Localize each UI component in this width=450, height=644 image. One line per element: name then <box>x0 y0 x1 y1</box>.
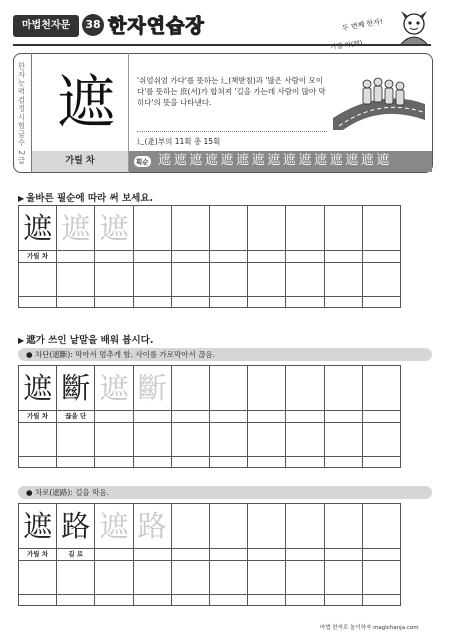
writing-cell[interactable] <box>209 561 247 595</box>
writing-cell[interactable] <box>133 423 171 457</box>
writing-cell[interactable] <box>57 423 95 457</box>
header-rule <box>13 44 431 46</box>
trace-character: 遮 <box>99 211 129 245</box>
trace-character: 遮 <box>99 371 129 405</box>
writing-cell[interactable] <box>286 423 324 457</box>
word-practice-grid <box>18 365 401 468</box>
reading-label: 가릴 차 <box>19 251 57 263</box>
trace-character: 路 <box>137 509 167 543</box>
bullet-icon: ● <box>26 350 33 359</box>
writing-cell[interactable] <box>209 423 247 457</box>
writing-cell[interactable] <box>324 504 362 549</box>
footer-credit: 마법 한자로 놀이하자 magichanja.com <box>320 625 419 631</box>
writing-cell[interactable] <box>248 423 286 457</box>
character-description: '쉬엄쉬엄 가다'를 뜻하는 辶(책받침)과 '많은 사람이 모이다'를 뜻하는 庶(서)가 합쳐져 '길을 가는데 사람이 많아 막히다'의 뜻을 나타낸다. <box>137 76 326 107</box>
brand-badge: 마법천자문 <box>13 15 79 37</box>
dotted-divider <box>137 131 327 132</box>
writing-cell[interactable] <box>133 561 171 595</box>
reading-label: 끊을 단 <box>57 411 95 423</box>
writing-cell[interactable] <box>19 366 57 411</box>
writing-cell[interactable] <box>248 366 286 411</box>
writing-cell[interactable] <box>286 206 324 251</box>
level-side-label: 한자능력검정시험급수 2급 <box>17 62 26 165</box>
writing-cell[interactable] <box>171 366 209 411</box>
writing-cell[interactable] <box>57 561 95 595</box>
writing-cell[interactable] <box>95 423 133 457</box>
writing-cell[interactable] <box>209 263 247 297</box>
word-practice-grid <box>18 503 401 606</box>
writing-cell[interactable] <box>95 206 133 251</box>
lesson-number: 38 <box>82 14 104 36</box>
monkey-mascot-icon <box>393 10 435 46</box>
writing-cell[interactable] <box>286 366 324 411</box>
model-character: 遮 <box>23 211 53 245</box>
section-title: ▶ 遮가 쓰인 낱말을 배워 봅시다. <box>18 335 154 346</box>
writing-cell[interactable] <box>19 504 57 549</box>
writing-cell[interactable] <box>171 561 209 595</box>
model-character: 路 <box>61 509 91 543</box>
blocked-road-illustration-icon <box>333 74 425 130</box>
writing-cell[interactable] <box>19 263 57 297</box>
writing-cell[interactable] <box>171 206 209 251</box>
main-character: 遮 <box>56 68 115 136</box>
writing-cell[interactable] <box>324 206 362 251</box>
speech-bubble-main: 두 번째 한자! <box>341 17 384 33</box>
triangle-bullet-icon: ▶ <box>18 194 25 203</box>
writing-cell[interactable] <box>57 263 95 297</box>
bullet-icon: ● <box>26 488 33 497</box>
writing-cell[interactable] <box>133 504 171 549</box>
model-character: 遮 <box>23 371 53 405</box>
stroke-count: 辶(辵)부의 11획 총 15획 <box>137 137 221 146</box>
page-title: 한자연습장 <box>108 15 205 37</box>
writing-cell[interactable] <box>362 263 400 297</box>
model-character: 斷 <box>61 371 91 405</box>
writing-cell[interactable] <box>171 263 209 297</box>
reading-label: 가릴 차 <box>19 549 57 561</box>
writing-cell[interactable] <box>19 561 57 595</box>
writing-cell[interactable] <box>57 366 95 411</box>
writing-cell[interactable] <box>209 366 247 411</box>
writing-cell[interactable] <box>57 206 95 251</box>
writing-cell[interactable] <box>95 366 133 411</box>
writing-cell[interactable] <box>286 561 324 595</box>
stroke-order-sequence: 遮遮遮遮遮遮遮遮遮遮遮遮遮遮遮 <box>158 153 393 168</box>
writing-cell[interactable] <box>19 423 57 457</box>
trace-character: 遮 <box>61 211 91 245</box>
word-definition-bar: ● 차로(遮路): 길을 막음. <box>18 486 432 499</box>
writing-cell[interactable] <box>95 504 133 549</box>
writing-cell[interactable] <box>362 423 400 457</box>
writing-cell[interactable] <box>362 206 400 251</box>
writing-cell[interactable] <box>57 504 95 549</box>
character-meaning: 가릴 차 <box>32 151 128 172</box>
reading-label: 길 로 <box>57 549 95 561</box>
writing-cell[interactable] <box>95 561 133 595</box>
writing-cell[interactable] <box>19 206 57 251</box>
section-title: ▶ 올바른 필순에 따라 써 보세요. <box>18 193 154 204</box>
writing-cell[interactable] <box>324 423 362 457</box>
triangle-bullet-icon: ▶ <box>18 336 25 345</box>
stroke-order-label: 획순 <box>136 158 149 166</box>
word-definition-bar: ● 차단(遮斷): 막아서 멈추게 함. 사이를 가로막아서 끊음. <box>18 348 432 361</box>
writing-cell[interactable] <box>209 504 247 549</box>
writing-cell[interactable] <box>324 263 362 297</box>
writing-cell[interactable] <box>286 504 324 549</box>
model-character: 遮 <box>23 509 53 543</box>
writing-cell[interactable] <box>324 366 362 411</box>
writing-cell[interactable] <box>171 423 209 457</box>
reading-label: 가릴 차 <box>19 411 57 423</box>
writing-cell[interactable] <box>248 504 286 549</box>
trace-character: 遮 <box>99 509 129 543</box>
writing-cell[interactable] <box>248 561 286 595</box>
writing-cell[interactable] <box>209 206 247 251</box>
writing-cell[interactable] <box>248 206 286 251</box>
writing-cell[interactable] <box>171 504 209 549</box>
writing-cell[interactable] <box>286 263 324 297</box>
writing-cell[interactable] <box>248 263 286 297</box>
writing-cell[interactable] <box>133 206 171 251</box>
writing-cell[interactable] <box>362 561 400 595</box>
practice-grid <box>18 205 401 308</box>
writing-cell[interactable] <box>133 263 171 297</box>
trace-character: 斷 <box>137 371 167 405</box>
writing-cell[interactable] <box>362 504 400 549</box>
writing-cell[interactable] <box>133 366 171 411</box>
writing-cell[interactable] <box>324 561 362 595</box>
writing-cell[interactable] <box>362 366 400 411</box>
writing-cell[interactable] <box>95 263 133 297</box>
